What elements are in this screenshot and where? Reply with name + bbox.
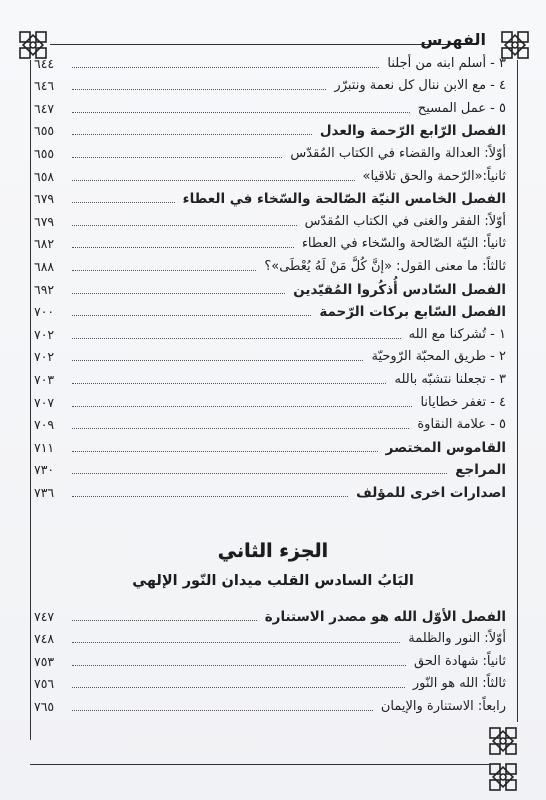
toc-entry-title: القاموس المختصر [385, 439, 506, 456]
toc-entry-page-number: ٦٨٢ [34, 236, 55, 252]
toc-entry-title: ٤ - تغفر خطايانا [420, 394, 506, 410]
toc-entry-page-number: ٧٥٣ [34, 653, 55, 669]
toc-entry [34, 140, 506, 163]
toc-entry-page-number: ٧٥٦ [34, 676, 55, 692]
toc-entry [34, 186, 506, 209]
dot-leader [72, 450, 378, 452]
toc-entry-page-number: ٦٤٤ [34, 55, 55, 71]
toc-entry-page-number: ٧٦٥ [34, 698, 55, 714]
toc-entry-page-number: ٦٤٦ [34, 78, 55, 94]
bottom-border-rule [30, 764, 490, 765]
part-title: الجزء الثاني [217, 540, 329, 562]
toc-entry [34, 626, 506, 649]
right-border-rule [517, 60, 518, 722]
dot-leader [72, 224, 297, 226]
toc-entry [34, 457, 506, 480]
dot-leader [72, 337, 401, 339]
toc-entry [34, 366, 506, 389]
dot-leader [72, 66, 379, 68]
toc-entry-title: ثالثاً: ما معنى القول: «إنَّ كُلَّ مَنْ لَهُ يُعْطَى»؟ [264, 258, 506, 274]
dot-leader [72, 664, 406, 666]
dot-leader [72, 156, 282, 158]
toc-entry-title: ١ - تُشركنا مع الله [408, 326, 506, 342]
toc-entry-page-number: ٧٠٧ [34, 394, 55, 410]
dot-leader [72, 472, 447, 474]
toc-entry [34, 389, 506, 412]
toc-entry-title: ثالثاً: الله هو النّور [412, 676, 506, 692]
toc-entry-title: أوّلاً: العدالة والقضاء في الكتاب المُقدّس [290, 145, 506, 161]
toc-entry-title: أوّلاً: النور والظلمة [408, 631, 506, 647]
dot-leader [72, 292, 285, 294]
toc-entry-page-number: ٦٥٨ [34, 168, 55, 184]
dot-leader [72, 641, 400, 643]
toc-entry-page-number: ٧٣٠ [34, 462, 55, 478]
toc-entry-page-number: ٦٨٨ [34, 258, 55, 274]
toc-entry [34, 95, 506, 118]
toc-entry-title: ٤ - مع الابن ننال كل نعمة ونتبرّر [334, 78, 506, 94]
toc-entry [34, 321, 506, 344]
toc-entry-title: ثانياً: النيّة الصّالحة والسّخاء في العطاء [301, 236, 506, 252]
dot-leader [72, 382, 386, 384]
toc-entry-title: اصدارات اخرى للمؤلف [356, 484, 506, 501]
header-rule [50, 44, 470, 45]
dot-leader [72, 314, 311, 316]
toc-entry [34, 163, 506, 186]
section-title: البَابُ السادس القلب ميدان النّور الإلهي [132, 573, 414, 589]
toc-entry-page-number: ٧٠٠ [34, 304, 55, 320]
toc-entry-page-number: ٧٣٦ [34, 484, 55, 500]
toc-entry-page-number: ٧٠٣ [34, 371, 55, 387]
dot-leader [72, 111, 410, 113]
toc-entry [34, 73, 506, 96]
dot-leader [72, 201, 175, 203]
dot-leader [72, 427, 409, 429]
dot-leader [72, 179, 355, 181]
toc-entry-page-number: ٧٠٢ [34, 349, 55, 365]
toc-entry-page-number: ٦٩٢ [34, 281, 55, 297]
toc-entry [34, 479, 506, 502]
toc-entry [34, 412, 506, 435]
dot-leader [72, 405, 412, 407]
toc-entry [34, 208, 506, 231]
dot-leader [72, 495, 348, 497]
toc-entry [34, 253, 506, 276]
dot-leader [72, 619, 257, 621]
corner-ornament-icon [486, 760, 520, 794]
left-border-rule [30, 60, 31, 740]
toc-entry-title: ثانياً:«الرّحمة والحق تلاقيا» [362, 168, 506, 184]
dot-leader [72, 686, 405, 688]
dot-leader [72, 709, 373, 711]
toc-entry [34, 671, 506, 694]
toc-entry-page-number: ٦٤٧ [34, 100, 55, 116]
dot-leader [72, 359, 363, 361]
toc-entry-title: المراجع [455, 462, 506, 479]
toc-entry-title: ٣ - أسلم ابنه من أجلنا [387, 55, 506, 71]
toc-entry [34, 276, 506, 299]
toc-entry [34, 344, 506, 367]
dot-leader [72, 269, 256, 271]
toc-entry [34, 118, 506, 141]
toc-entry-page-number: ٧٤٧ [34, 608, 55, 624]
toc-entry-title: أوّلاً: الفقر والغنى في الكتاب المُقدّس [304, 213, 506, 229]
toc-entry-title: ٢ - طريق المحبّة الرّوحيّة [371, 349, 506, 365]
toc-entry-page-number: ٦٥٥ [34, 145, 55, 161]
toc-entry-page-number: ٦٥٥ [34, 123, 55, 139]
toc-entry-page-number: ٧١١ [34, 439, 55, 455]
toc-entry-title: الفصل السّابع بركات الرّحمة [319, 304, 506, 321]
toc-entry [34, 50, 506, 73]
toc-entry [34, 693, 506, 716]
toc-entry-page-number: ٧٤٨ [34, 631, 55, 647]
toc-list-top [34, 50, 506, 502]
toc-entry-page-number: ٧٠٢ [34, 326, 55, 342]
toc-entry-title: ٥ - علامة النقاوة [417, 417, 506, 433]
toc-entry-title: ٥ - عمل المسيح [417, 100, 506, 116]
toc-entry-title: الفصل السّادس أُذكُروا المُقيّدين [293, 281, 506, 298]
page-header-title: الفهرس [420, 30, 486, 49]
dot-leader [72, 246, 294, 248]
toc-entry-page-number: ٦٧٩ [34, 213, 55, 229]
toc-entry-title: ٣ - تجعلنا نتشبّه بالله [394, 371, 506, 387]
corner-ornament-icon [486, 724, 520, 758]
toc-entry-title: الفصل الرّابع الرّحمة والعدل [319, 123, 506, 140]
toc-entry [34, 603, 506, 626]
toc-entry [34, 299, 506, 322]
toc-entry-title: الفصل الخامس النيّة الصّالحة والسّخاء في العطاء [182, 191, 506, 208]
toc-entry-page-number: ٦٧٩ [34, 191, 55, 207]
toc-list-bottom [34, 603, 506, 716]
toc-entry-title: الفصل الأوّل الله هو مصدر الاستنارة [264, 608, 506, 625]
dot-leader [72, 133, 312, 135]
toc-entry [34, 648, 506, 671]
toc-entry [34, 434, 506, 457]
toc-entry-page-number: ٧٠٩ [34, 417, 55, 433]
dot-leader [72, 88, 326, 90]
toc-entry-title: رابعاً: الاستنارة والإيمان [380, 698, 506, 714]
toc-entry-title: ثانياً: شهادة الحق [414, 653, 506, 669]
toc-entry [34, 231, 506, 254]
